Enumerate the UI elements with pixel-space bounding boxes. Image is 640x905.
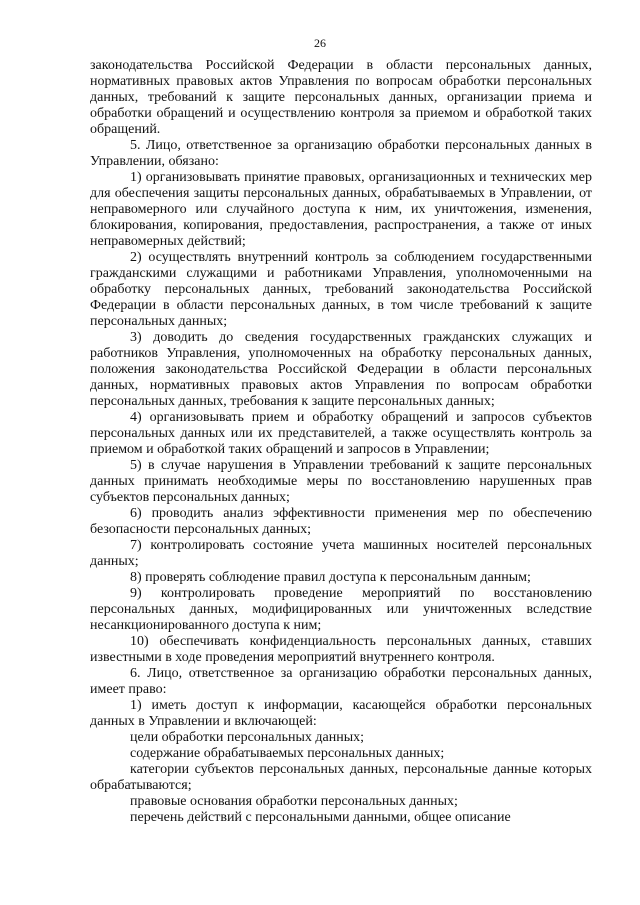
page-number: 26 xyxy=(314,36,326,50)
clause-5-item-10: 10) обеспечивать конфиденциальность персональных данных, ставших известными в ходе проведения мероприятий внутреннего контроля. xyxy=(90,634,592,665)
clause-5-item-7: 7) контролировать состояние учета машинных носителей персональных данных; xyxy=(90,538,592,569)
clause-5-item-5: 5) в случае нарушения в Управлении требований к защите персональных данных принимать необходимые меры по восстановлению нарушенных прав субъектов персональных данных; xyxy=(90,458,592,505)
clause-5-item-4: 4) организовывать прием и обработку обращений и запросов субъектов персональных данных или их представителей, а также осуществлять контроль за приемом и обработкой таких обращений и запросов в Управлении; xyxy=(90,410,592,457)
clause-5-item-1: 1) организовывать принятие правовых, организационных и технических мер для обеспечения защиты персональных данных, обрабатываемых в Управлении, от неправомерного или случайного доступа к ним, их уничтожения, изменения, блокирования, копирования, предоставления, распространения, а также от иных неправомерных действий; xyxy=(90,170,592,249)
subitem-purposes: цели обработки персональных данных; xyxy=(130,730,365,745)
subitem-content: содержание обрабатываемых персональных данных; xyxy=(130,746,445,761)
subitem-legal-grounds: правовые основания обработки персональных данных; xyxy=(130,794,458,809)
clause-6-item-1: 1) иметь доступ к информации, касающейся обработки персональных данных в Управлении и включающей: xyxy=(90,698,592,729)
paragraph-continuation: законодательства Российской Федерации в области персональных данных, нормативных правовых актов Управления по вопросам обработки персональных данных, требований к защите персональных данных, организации приема и обработки обращений и осуществлению контроля за приемом и обработкой таких обращений. xyxy=(90,58,592,137)
clause-5-item-3: 3) доводить до сведения государственных гражданских служащих и работников Управления, уполномоченных на обработку персональных данных, положения законодательства Российской Федерации в области персональных данных, нормативных правовых актов Управления по вопросам обработки персональных данных, требования к защите персональных данных; xyxy=(90,330,592,409)
clause-5-item-9: 9) контролировать проведение мероприятий по восстановлению персональных данных, модифицированных или уничтоженных вследствие несанкционированного доступа к ним; xyxy=(90,586,592,633)
subitem-actions-list: перечень действий с персональными данными, общее описание xyxy=(130,810,511,825)
document-body xyxy=(90,58,592,826)
subitem-categories: категории субъектов персональных данных, персональные данные которых обрабатываются; xyxy=(90,762,592,793)
clause-5-heading: 5. Лицо, ответственное за организацию обработки персональных данных в Управлении, обязано: xyxy=(90,138,592,169)
clause-6-heading: 6. Лицо, ответственное за организацию обработки персональных данных, имеет право: xyxy=(90,666,592,697)
clause-5-item-8: 8) проверять соблюдение правил доступа к персональным данным; xyxy=(130,570,531,585)
clause-5-item-6: 6) проводить анализ эффективности применения мер по обеспечению безопасности персональных данных; xyxy=(90,506,592,537)
clause-5-item-2: 2) осуществлять внутренний контроль за соблюдением государственными гражданскими служащими и работниками Управления, уполномоченными на обработку персональных данных, требований законодательства Российской Федерации в области персональных данных, в том числе требований к защите персональных данных; xyxy=(90,250,592,329)
